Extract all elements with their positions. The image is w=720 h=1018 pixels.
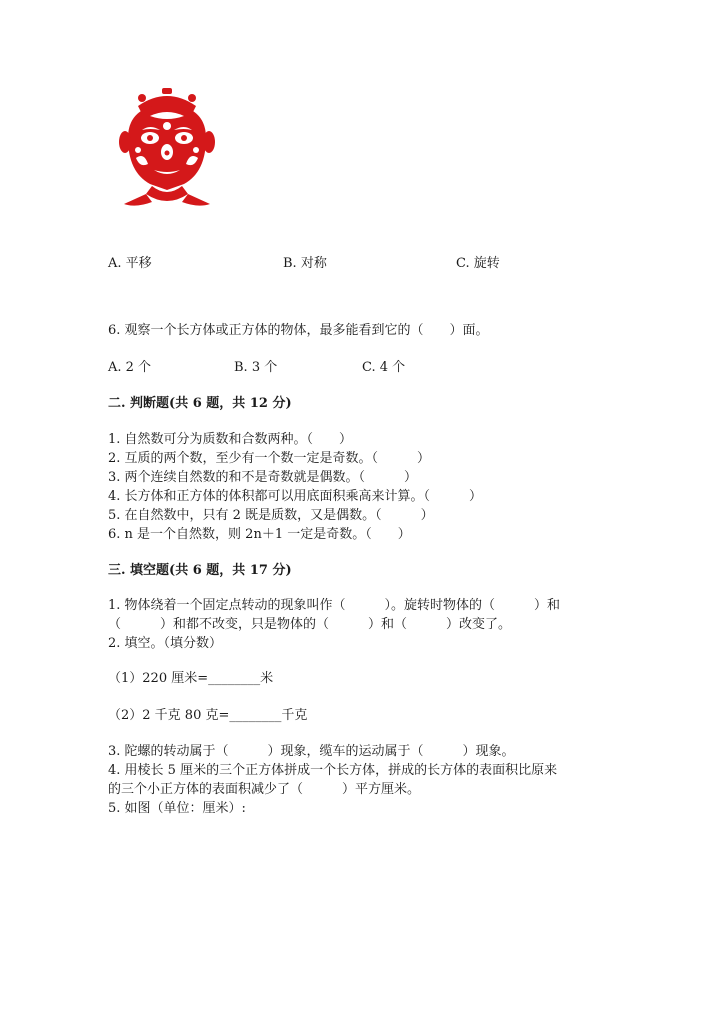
fill-q3: 3. 陀螺的转动属于（ ）现象，缆车的运动属于（ ）现象。 [108, 744, 515, 759]
tf-item: 3. 两个连续自然数的和不是奇数就是偶数。（ ） [108, 470, 418, 485]
q6-stem: 6. 观察一个长方体或正方体的物体，最多能看到它的（ ）面。 [108, 323, 489, 338]
q6-option-c: C. 4 个 [362, 360, 406, 375]
q5-option-a: A. 平移 [108, 256, 152, 271]
tf-item: 4. 长方体和正方体的体积都可以用底面积乘高来计算。（ ） [108, 489, 483, 504]
fill-q4-line2: 的三个小正方体的表面积减少了（ ）平方厘米。 [108, 782, 421, 797]
fill-q2-sub2: （2）2 千克 80 克=________千克 [108, 708, 308, 723]
fill-q1-line2: （ ）和都不改变，只是物体的（ ）和（ ）改变了。 [108, 617, 512, 632]
fill-q4-line1: 4. 用棱长 5 厘米的三个正方体拼成一个长方体，拼成的长方体的表面积比原来 [108, 763, 558, 778]
q5-option-b: B. 对称 [283, 256, 327, 271]
monkey-king-paper-cut-icon [118, 86, 216, 210]
q6-option-b: B. 3 个 [234, 360, 278, 375]
tf-item: 2. 互质的两个数，至少有一个数一定是奇数。（ ） [108, 451, 431, 466]
fill-q2-sub1: （1）220 厘米=________米 [108, 671, 274, 686]
fill-q2: 2. 填空。（填分数） [108, 636, 223, 651]
q5-option-c: C. 旋转 [456, 256, 500, 271]
tf-item: 6. n 是一个自然数，则 2n＋1 一定是奇数。（ ） [108, 527, 411, 542]
fill-q5: 5. 如图（单位：厘米）: [108, 801, 246, 816]
fill-q1-line1: 1. 物体绕着一个固定点转动的现象叫作（ ）。旋转时物体的（ ）和 [108, 598, 561, 613]
section-3-title: 三. 填空题(共 6 题，共 17 分) [108, 563, 292, 578]
tf-item: 5. 在自然数中，只有 2 既是质数，又是偶数。（ ） [108, 508, 434, 523]
section-2-title: 二. 判断题(共 6 题，共 12 分) [108, 396, 292, 411]
tf-item: 1. 自然数可分为质数和合数两种。（ ） [108, 432, 353, 447]
q6-option-a: A. 2 个 [108, 360, 152, 375]
